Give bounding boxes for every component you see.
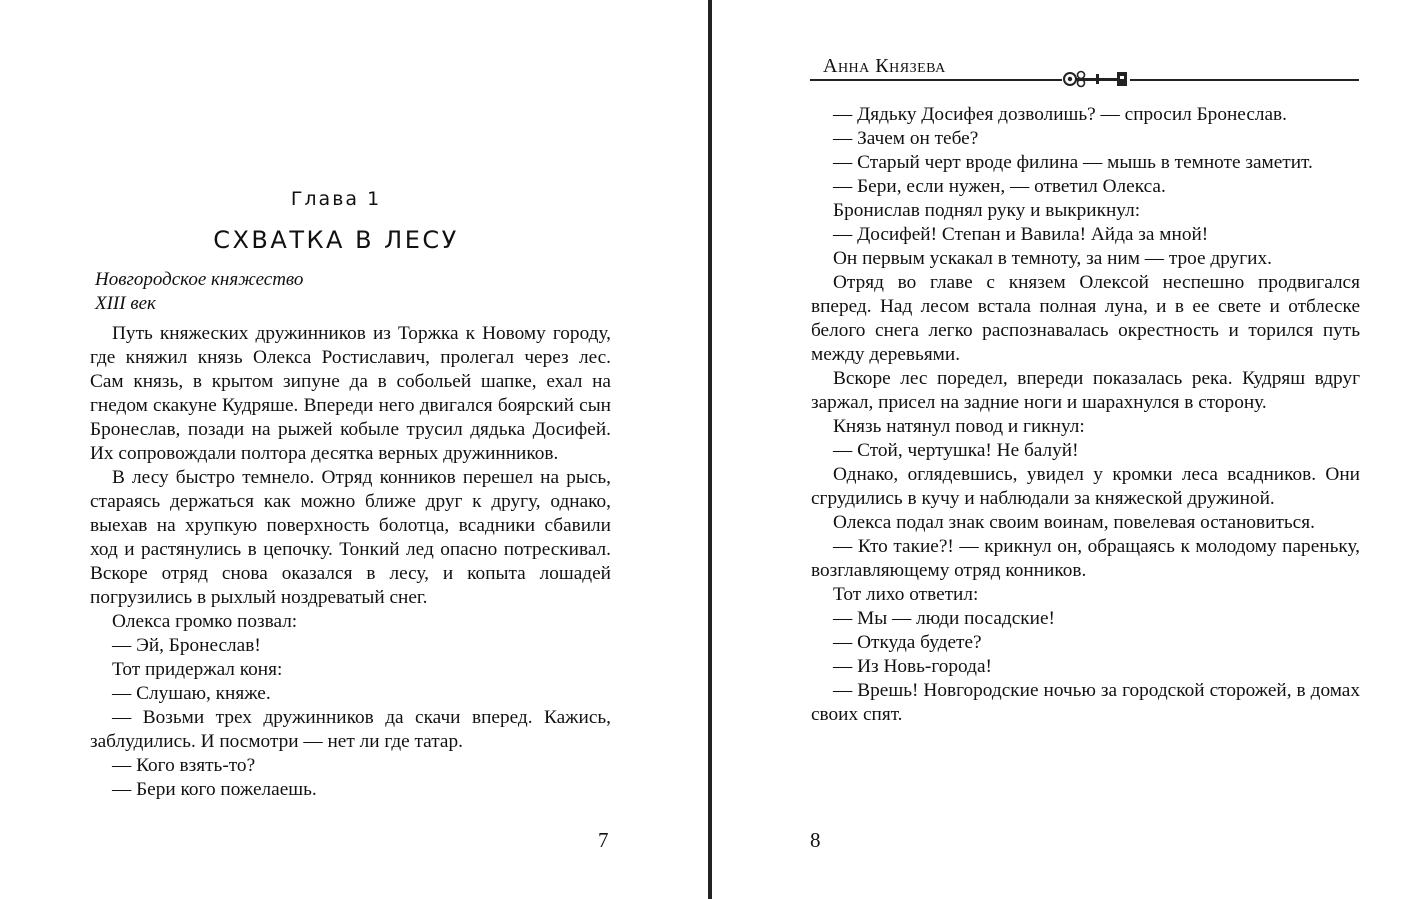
left-page [0, 0, 708, 899]
paragraph: — Кого взять-то? [112, 755, 256, 776]
right-page [713, 0, 1422, 899]
paragraph: Князь натянул повод и гикнул: [833, 416, 1085, 437]
left-page-text [90, 322, 611, 802]
paragraph: — Возьми трех дружинников да скачи вперед. Кажись, заблудились. И посмотри — нет ли где татар. [90, 707, 611, 752]
paragraph: Тот лихо ответил: [833, 584, 979, 605]
setting-era: XIII век [95, 293, 156, 314]
paragraph: Олекса громко позвал: [112, 611, 298, 632]
chapter-title: СХВАТКА В ЛЕСУ [213, 226, 459, 254]
paragraph: Вскоре лес поредел, впереди показалась река. Кудряш вдруг заржал, присел на задние ноги и шарахнулся в сторону. [811, 368, 1360, 413]
page-number: 7 [598, 828, 609, 852]
paragraph: Бронислав поднял руку и выкрикнул: [833, 200, 1141, 221]
paragraph: Однако, оглядевшись, увидел у кромки леса всадников. Они сгрудились в кучу и наблюдали за княжеской дружиной. [811, 464, 1360, 509]
paragraph: Путь княжеских дружинников из Торжка к Новому городу, где княжил князь Олекса Ростиславич, пролегал через лес. Сам князь, в крытом зипуне да в собольей шапке, ехал на гнедом скакуне Кудряше. Впереди него двигался боярский сын Бронеслав, позади на рыжей кобыле трусил дядька Досифей. Их сопровождали полтора десятка верных дружинников. [90, 323, 611, 464]
paragraph: Он первым ускакал в темноту, за ним — трое других. [833, 248, 1272, 269]
paragraph: — Врешь! Новгородские ночью за городской сторожей, в домах своих спят. [811, 680, 1360, 725]
paragraph: — Откуда будете? [833, 632, 982, 653]
right-page-text [811, 103, 1360, 727]
page-number: 8 [810, 828, 821, 852]
paragraph: — Стой, чертушка! Не балуй! [833, 440, 1079, 461]
paragraph: Олекса подал знак своим воинам, повелевая остановиться. [833, 512, 1315, 533]
paragraph: Отряд во главе с князем Олексой неспешно продвигался вперед. Над лесом встала полная луна, и в ее свете и отблеске белого снега легко распознавалась окрестность и торился путь между деревьями. [811, 272, 1360, 365]
paragraph: — Бери кого пожелаешь. [112, 779, 317, 800]
paragraph: В лесу быстро темнело. Отряд конников перешел на рысь, стараясь держаться как можно ближе друг к другу, однако, выехав на хрупкую поверхность болотца, всадники сбавили ход и растянулись в цепочку. Тонкий лед опасно потрескивал. Вскоре отряд снова оказался в лесу, и копыта лошадей погрузились в рыхлый ноздреватый снег. [90, 467, 611, 608]
running-head-author: Анна Князева [823, 55, 946, 77]
setting-caption [95, 268, 303, 316]
paragraph: — Досифей! Степан и Вавила! Айда за мной! [833, 224, 1209, 245]
paragraph: Тот придержал коня: [112, 659, 283, 680]
paragraph: — Старый черт вроде филина — мышь в темноте заметит. [833, 152, 1313, 173]
paragraph: — Зачем он тебе? [833, 128, 979, 149]
paragraph: — Мы — люди посадские! [833, 608, 1055, 629]
paragraph: — Из Новь-города! [833, 656, 992, 677]
paragraph: — Дядьку Досифея дозволишь? — спросил Бронеслав. [833, 104, 1287, 125]
paragraph: — Эй, Бронеслав! [112, 635, 261, 656]
book-gutter [708, 0, 712, 899]
chapter-number: Глава 1 [290, 188, 382, 210]
paragraph: — Бери, если нужен, — ответил Олекса. [833, 176, 1166, 197]
paragraph: — Слушаю, княже. [112, 683, 271, 704]
setting-place: Новгородское княжество [95, 269, 304, 290]
paragraph: — Кто такие?! — крикнул он, обращаясь к молодому пареньку, возглавляющему отряд конников. [811, 536, 1360, 581]
